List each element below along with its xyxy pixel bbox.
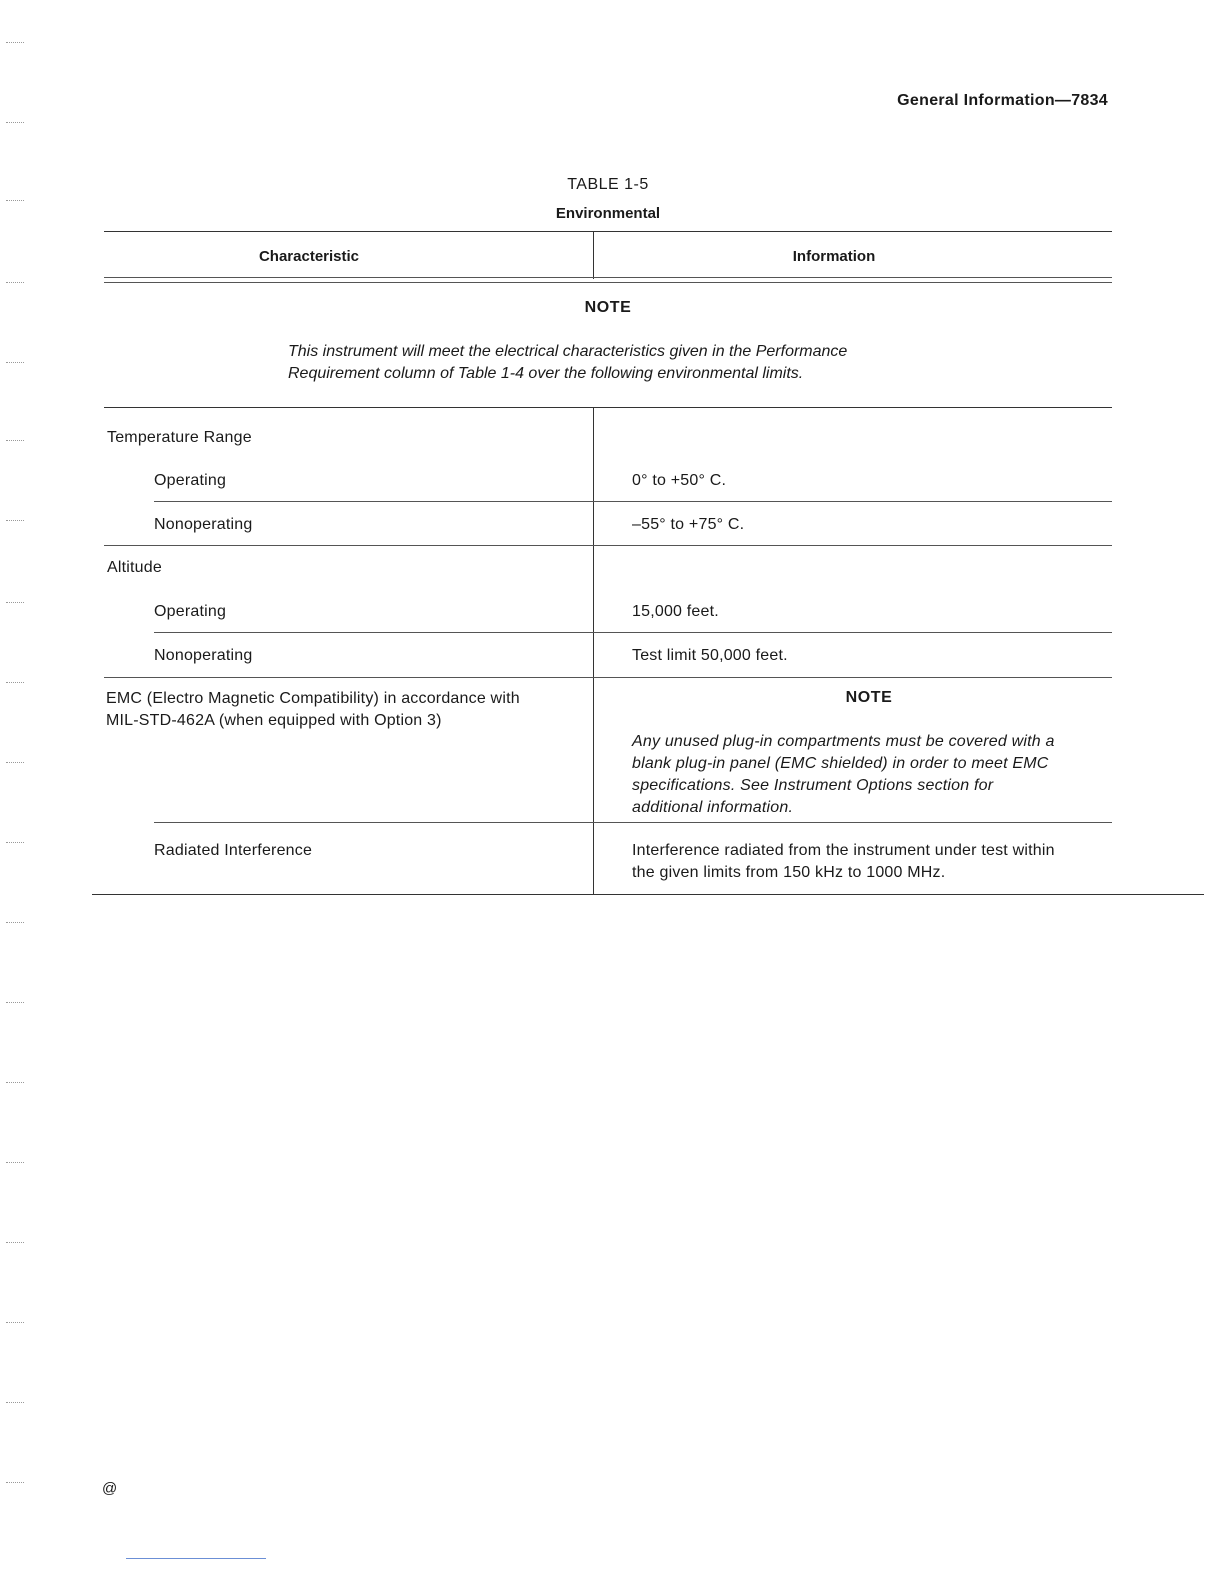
rule-altitude-operating: [154, 632, 1112, 633]
rule-emc: [154, 822, 1112, 823]
margin-mark: [6, 1002, 24, 1003]
table-note-line-1: This instrument will meet the electrical characteristics given in the Performance: [288, 343, 848, 360]
margin-mark: [6, 282, 24, 283]
row-emc-label-line-2: MIL-STD-462A (when equipped with Option 3): [106, 712, 442, 729]
row-temperature-nonoperating-value: –55° to +75° C.: [632, 516, 745, 533]
row-altitude-operating-value: 15,000 feet.: [632, 603, 719, 620]
column-header-characteristic: Characteristic: [258, 248, 360, 265]
rule-temperature-end: [104, 545, 1112, 546]
row-emc-note-heading: NOTE: [845, 689, 893, 706]
header-bottom-rule-1: [104, 277, 1112, 278]
row-altitude-label: Altitude: [107, 559, 162, 576]
footer-blue-line: [126, 1558, 266, 1559]
body-top-rule: [104, 407, 1112, 408]
row-altitude-nonoperating-value: Test limit 50,000 feet.: [632, 647, 788, 664]
row-radiated-value: [632, 840, 1112, 884]
margin-mark: [6, 1082, 24, 1083]
row-emc-note-line-2: blank plug-in panel (EMC shielded) in order to meet EMC: [632, 755, 1049, 772]
row-emc-note-line-4: additional information.: [632, 799, 794, 816]
table-bottom-rule: [92, 894, 1204, 895]
table-note-body: [288, 341, 948, 385]
row-emc-note-line-1: Any unused plug-in compartments must be covered with a: [632, 733, 1055, 750]
margin-mark: [6, 682, 24, 683]
row-radiated-value-line-1: Interference radiated from the instrument under test within: [632, 842, 1055, 859]
row-emc-note-line-3: specifications. See Instrument Options section for: [632, 777, 994, 794]
margin-mark: [6, 520, 24, 521]
row-emc-note-body: [632, 731, 1112, 819]
row-emc-label: [106, 688, 586, 732]
margin-mark: [6, 200, 24, 201]
margin-mark: [6, 602, 24, 603]
row-temperature-operating-label: Operating: [154, 472, 227, 489]
margin-mark: [6, 842, 24, 843]
table-number: TABLE 1-5: [567, 176, 649, 193]
row-altitude-nonoperating-label: Nonoperating: [154, 647, 253, 664]
row-radiated-value-line-2: the given limits from 150 kHz to 1000 MHz.: [632, 864, 946, 881]
margin-mark: [6, 42, 24, 43]
margin-mark: [6, 762, 24, 763]
column-header-information: Information: [792, 248, 876, 265]
row-temperature-label: Temperature Range: [107, 429, 252, 446]
row-altitude-operating-label: Operating: [154, 603, 227, 620]
row-emc-label-line-1: EMC (Electro Magnetic Compatibility) in accordance with: [106, 690, 520, 707]
row-radiated-label: Radiated Interference: [154, 842, 313, 859]
margin-mark: [6, 1482, 24, 1483]
rule-temperature-operating: [154, 501, 1112, 502]
margin-mark: [6, 1162, 24, 1163]
page-header-title: General Information—7834: [897, 92, 1108, 109]
table-note-heading: NOTE: [584, 299, 632, 316]
row-temperature-operating-value: 0° to +50° C.: [632, 472, 727, 489]
margin-mark: [6, 122, 24, 123]
rule-altitude-end: [104, 677, 1112, 678]
margin-mark: [6, 1322, 24, 1323]
header-bottom-rule-2: [104, 282, 1112, 283]
row-temperature-nonoperating-label: Nonoperating: [154, 516, 253, 533]
margin-mark: [6, 362, 24, 363]
table-caption: Environmental: [555, 205, 661, 222]
table-top-rule: [104, 231, 1112, 232]
margin-mark: [6, 922, 24, 923]
copyright-symbol: @: [102, 1480, 118, 1497]
margin-mark: [6, 1402, 24, 1403]
margin-mark: [6, 440, 24, 441]
margin-mark: [6, 1242, 24, 1243]
table-note-line-2: Requirement column of Table 1-4 over the following environmental limits.: [288, 365, 804, 382]
